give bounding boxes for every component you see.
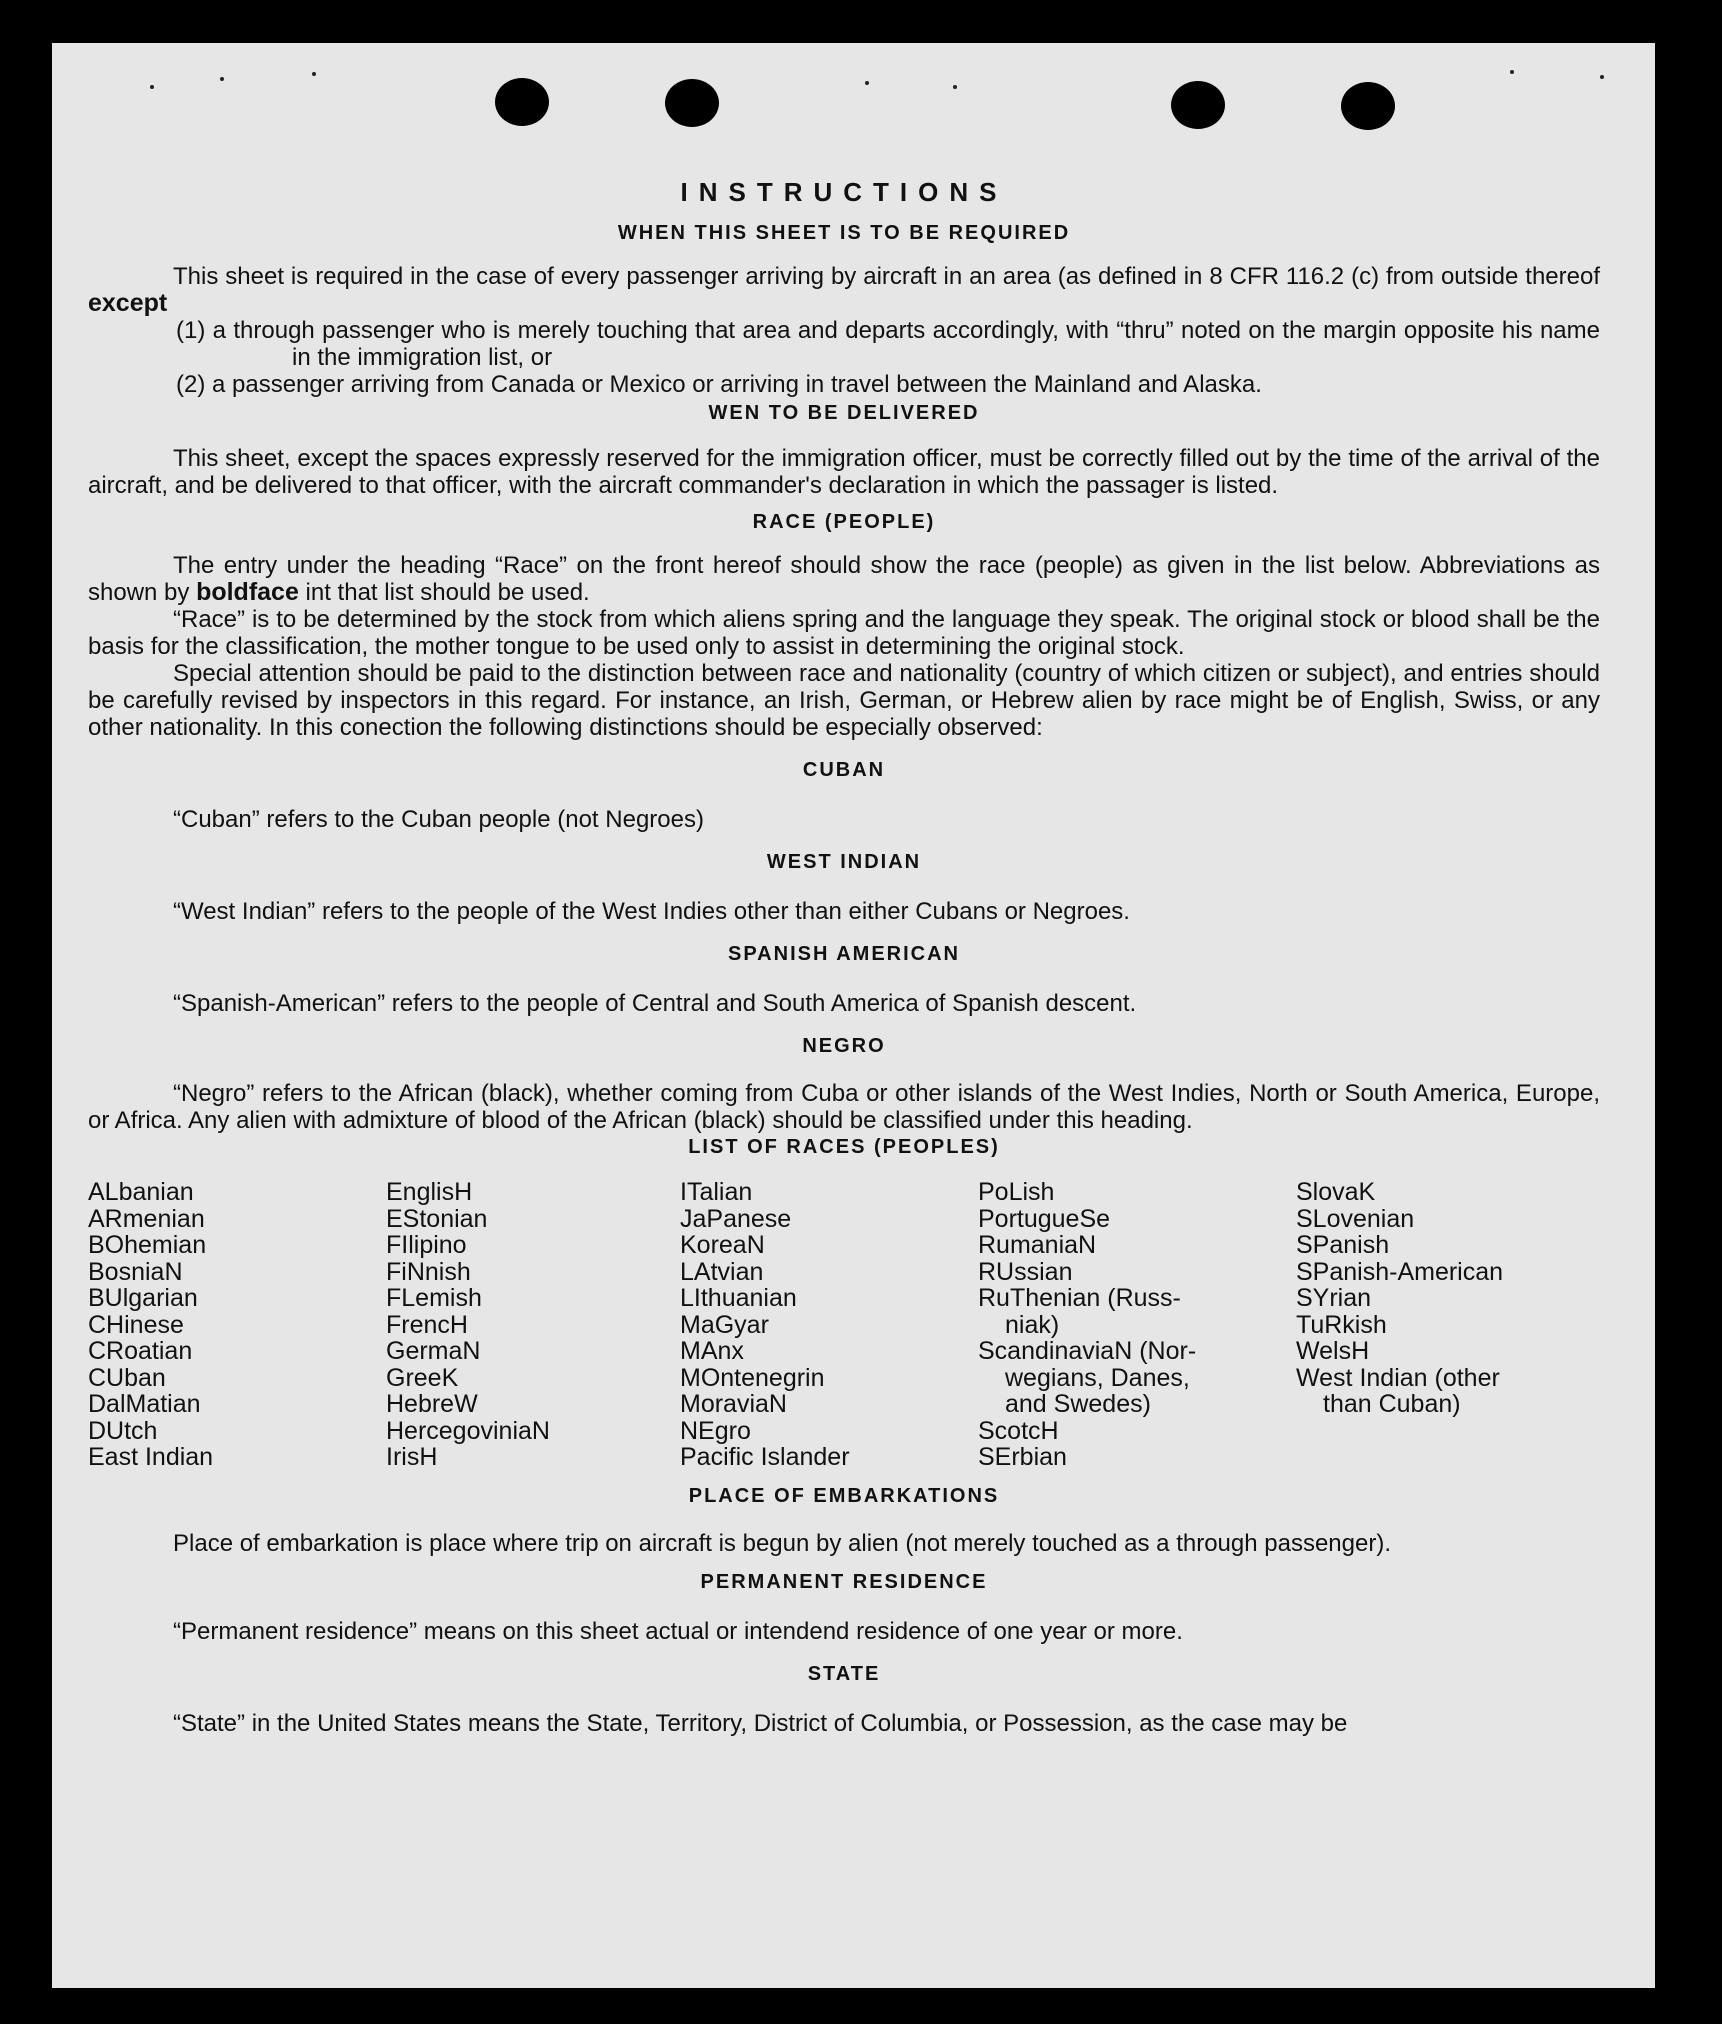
race-item: MOntenegrin xyxy=(680,1363,825,1392)
race-item: FrencH xyxy=(386,1310,468,1339)
race-item: LIthuanian xyxy=(680,1284,797,1312)
race-item: BUlgarian xyxy=(88,1284,198,1312)
race-column xyxy=(978,1179,1296,1471)
section-heading: LIST OF RACES (PEOPLES) xyxy=(688,1136,1000,1158)
section-heading: SPANISH AMERICAN xyxy=(727,943,960,965)
paragraph: “Spanish-American” refers to the people of Central and South America of Spanish descent. xyxy=(173,990,1137,1017)
race-item: Pacific Islander xyxy=(680,1443,850,1471)
race-item: HebreW xyxy=(386,1390,478,1418)
race-item: SPanish-American xyxy=(1296,1257,1504,1286)
race-item: SYrian xyxy=(1296,1284,1372,1312)
section-heading: WEST INDIAN xyxy=(766,851,922,873)
race-item: PortugueSe xyxy=(978,1204,1111,1233)
speck xyxy=(220,77,224,81)
paragraph: “West Indian” refers to the people of the West Indies other than either Cubans or Negroes. xyxy=(173,898,1130,925)
race-item: PoLish xyxy=(978,1178,1055,1206)
bold-text: boldface xyxy=(196,578,299,606)
race-item: ITalian xyxy=(680,1178,753,1206)
punch-hole xyxy=(495,78,549,126)
section-heading: PERMANENT RESIDENCE xyxy=(700,1570,988,1593)
race-item: MAnx xyxy=(680,1337,744,1365)
race-item: RumaniaN xyxy=(978,1231,1097,1259)
race-item: RUssian xyxy=(978,1257,1073,1286)
race-item: niak) xyxy=(1005,1310,1060,1339)
race-item: ScandinaviaN (Nor- xyxy=(978,1337,1197,1365)
race-item: SErbian xyxy=(978,1443,1067,1471)
race-item: DUtch xyxy=(88,1416,158,1445)
race-item: than Cuban) xyxy=(1323,1390,1461,1418)
race-item: ARmenian xyxy=(88,1204,205,1233)
speck xyxy=(953,85,957,89)
race-item: FiNnish xyxy=(386,1257,471,1286)
bold-text: except xyxy=(88,289,168,317)
race-item: EStonian xyxy=(386,1204,488,1233)
race-item: LAtvian xyxy=(680,1257,764,1286)
paragraph: “State” in the United States means the State, Territory, District of Columbia, or Possession, as the case may be xyxy=(173,1709,1348,1737)
paragraph: This sheet, except the spaces expressly reserved for the immigration officer, must be correctly filled out by the time of the arrival of the aircraft, and be delivered to that officer, with the aircraft commander's declaration in which the passager is listed. xyxy=(88,445,1600,499)
race-item: JaPanese xyxy=(680,1204,792,1233)
section-heading: NEGRO xyxy=(802,1035,886,1057)
race-item: NEgro xyxy=(680,1416,751,1445)
document-sheet xyxy=(52,43,1655,1988)
paragraph-text: This sheet is required in the case of every passenger arriving by aircraft in an area (as defined in 8 CFR 116.2 (c) from outside thereof xyxy=(173,263,1600,290)
race-item: West Indian (other xyxy=(1296,1363,1500,1392)
race-item: KoreaN xyxy=(680,1231,765,1259)
paragraph: “Race” is to be determined by the stock from which aliens spring and the language they speak. The original stock or blood shall be the basis for the classification, the mother tongue to be used only to assist in determining the original stock. xyxy=(88,606,1600,660)
page-title: INSTRUCTIONS xyxy=(680,177,1008,207)
instructions-content xyxy=(88,179,1600,1737)
speck xyxy=(1510,70,1514,74)
race-list xyxy=(88,1179,1600,1471)
race-item: ScotcH xyxy=(978,1416,1059,1445)
paragraph-text: int that list should be used. xyxy=(305,579,590,606)
section-heading: WHEN THIS SHEET IS TO BE REQUIRED xyxy=(617,222,1071,244)
race-column xyxy=(1296,1179,1596,1471)
race-item: RuThenian (Russ- xyxy=(978,1284,1181,1312)
race-item: ALbanian xyxy=(88,1178,194,1206)
race-item: SPanish xyxy=(1296,1231,1390,1259)
race-item: FLemish xyxy=(386,1284,482,1312)
paragraph-text: The entry under the heading “Race” on the front hereof should show the race (people) as given in the list below. Abbreviations as shown by xyxy=(88,552,1600,606)
race-item: MaGyar xyxy=(680,1310,769,1339)
race-column xyxy=(386,1179,680,1471)
paragraph: “Permanent residence” means on this sheet actual or intendend residence of one year or more. xyxy=(173,1617,1183,1645)
race-item: SLovenian xyxy=(1296,1204,1415,1233)
section-heading: STATE xyxy=(807,1662,881,1685)
list-item: (2) a passenger arriving from Canada or Mexico or arriving in travel between the Mainland and Alaska. xyxy=(176,371,1262,398)
list-item: (1) a through passenger who is merely touching that area and departs accordingly, with “thru” noted on the margin opposite his name in the immigration list, or xyxy=(176,317,1600,371)
race-item: and Swedes) xyxy=(1005,1390,1151,1418)
race-item: BOhemian xyxy=(88,1231,207,1259)
race-item: GreeK xyxy=(386,1363,459,1392)
race-item: MoraviaN xyxy=(680,1390,787,1418)
paragraph: Special attention should be paid to the distinction between race and nationality (country of which citizen or subject), and entries should be carefully revised by inspectors in this regard. For instance, an Irish, German, or Hebrew alien by race might be of English, Swiss, or any other nationality. In this conection the following distinctions should be especially observed: xyxy=(88,660,1600,741)
race-column xyxy=(680,1179,978,1471)
paragraph xyxy=(88,263,1600,317)
race-column xyxy=(88,1179,386,1471)
paragraph xyxy=(88,552,1600,606)
race-item: CHinese xyxy=(88,1310,184,1339)
speck xyxy=(150,85,154,89)
race-item: CUban xyxy=(88,1363,166,1392)
speck xyxy=(865,81,869,85)
speck xyxy=(312,72,316,76)
race-item: IrisH xyxy=(386,1443,438,1471)
race-item: HercegoviniaN xyxy=(386,1416,550,1445)
race-item: GermaN xyxy=(386,1337,481,1365)
race-item: East Indian xyxy=(88,1443,214,1471)
race-item: WelsH xyxy=(1296,1337,1370,1365)
paragraph: “Negro” refers to the African (black), whether coming from Cuba or other islands of the West Indies, North or South America, Europe, or Africa. Any alien with admixture of blood of the African (black) should be classified under this heading. xyxy=(88,1080,1600,1134)
section-heading: CUBAN xyxy=(802,759,886,781)
punch-hole xyxy=(1171,81,1225,129)
race-item: FIlipino xyxy=(386,1231,467,1259)
race-item: TuRkish xyxy=(1296,1310,1387,1339)
punch-hole xyxy=(1341,82,1395,130)
speck xyxy=(1600,75,1604,79)
paragraph: “Cuban” refers to the Cuban people (not Negroes) xyxy=(173,806,704,833)
section-heading: WEN TO BE DELIVERED xyxy=(708,402,980,424)
race-item: wegians, Danes, xyxy=(1005,1363,1190,1392)
race-item: CRoatian xyxy=(88,1337,193,1365)
race-item: EnglisH xyxy=(386,1178,473,1206)
punch-hole xyxy=(665,79,719,127)
paragraph: Place of embarkation is place where trip on aircraft is begun by alien (not merely touched as a through passenger). xyxy=(173,1529,1391,1557)
race-item: SlovaK xyxy=(1296,1178,1376,1206)
section-heading: RACE (PEOPLE) xyxy=(752,511,936,533)
section-heading: PLACE OF EMBARKATIONS xyxy=(688,1484,1000,1507)
race-item: BosniaN xyxy=(88,1257,183,1286)
race-item: DalMatian xyxy=(88,1390,201,1418)
